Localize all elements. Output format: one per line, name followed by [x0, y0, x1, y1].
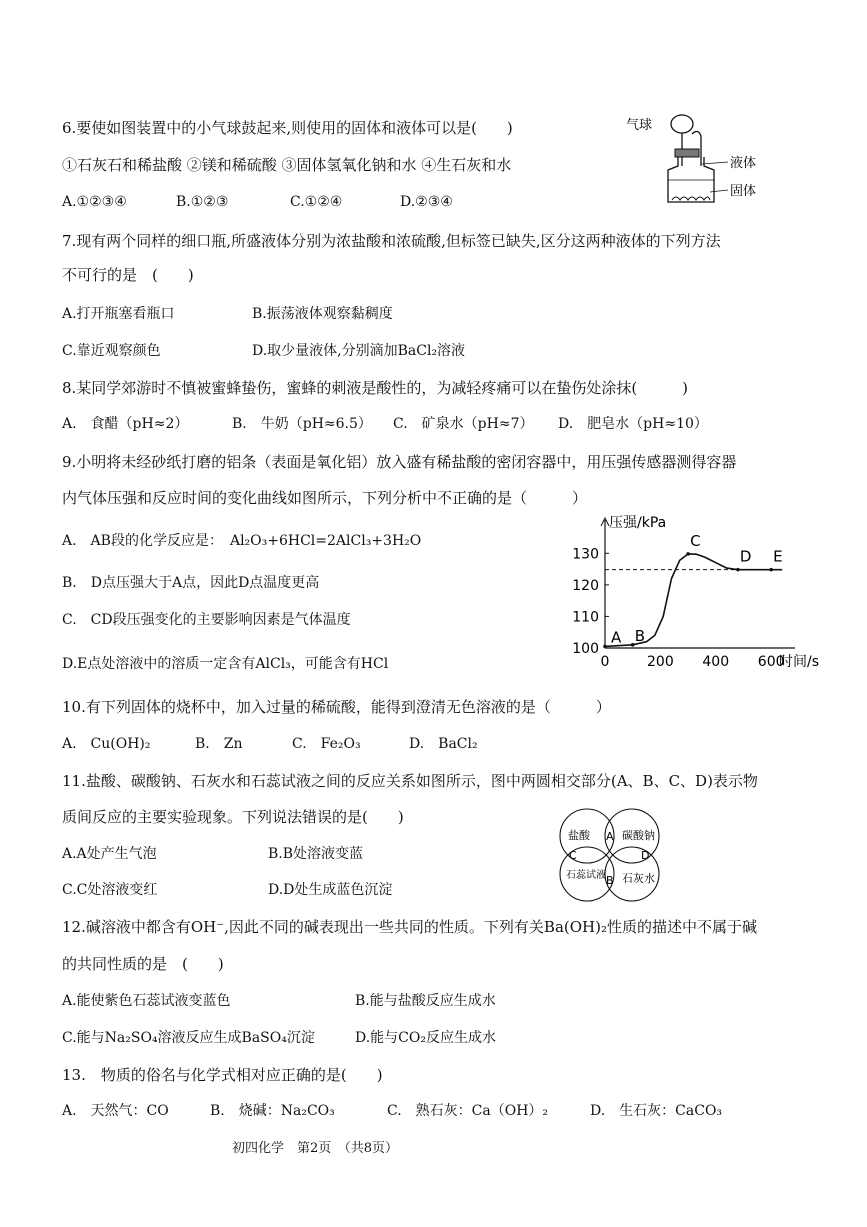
q8-option-c: C. 矿泉水（pH≈7） — [393, 416, 534, 432]
q7-option-b: B.振荡液体观察黏稠度 — [252, 306, 393, 322]
q9-option-b: B. D点压强大于A点，因此D点温度更高 — [62, 575, 320, 591]
point-label-d: D — [739, 547, 752, 566]
q10-option-d: D. BaCl₂ — [409, 736, 478, 752]
q11-stem-line2: 质间反应的主要实验现象。下列说法错误的是( ) — [62, 808, 404, 826]
label-litmus: 石蕊试液 — [566, 870, 606, 881]
balloon-apparatus-figure — [618, 104, 788, 208]
q6-stem: 6.要使如图装置中的小气球鼓起来,则使用的固体和液体可以是( ) — [62, 119, 513, 137]
region-b: B — [606, 874, 614, 887]
x-tick-label: 0 — [600, 654, 610, 670]
q9-option-d: D.E点处溶液中的溶质一定含有AlCl₃，可能含有HCl — [62, 656, 389, 672]
q11-option-d: D.D处生成蓝色沉淀 — [268, 882, 393, 898]
point-label-c: C — [690, 531, 701, 550]
region-a: A — [606, 830, 614, 843]
q13-option-b: B. 烧碱：Na₂CO₃ — [210, 1103, 335, 1119]
q6-option-b: B.①②③ — [176, 194, 229, 210]
balloon-icon — [671, 115, 693, 133]
stopper-icon — [675, 149, 699, 157]
q8-stem: 8.某同学郊游时不慎被蜜蜂蛰伤，蜜蜂的刺液是酸性的，为减轻疼痛可以在蛰伤处涂抹( ) — [62, 379, 689, 397]
q10-stem: 10.有下列固体的烧杯中，加入过量的稀硫酸，能得到澄清无色溶液的是（ ） — [62, 698, 611, 716]
pressure-curve — [605, 554, 782, 647]
q7-option-d: D.取少量液体,分别滴加BaCl₂溶液 — [252, 343, 466, 359]
y-tick-label: 130 — [572, 546, 599, 563]
y-tick-label: 100 — [572, 641, 599, 657]
q7-option-c: C.靠近观察颜色 — [62, 343, 161, 359]
q13-option-a: A. 天然气：CO — [62, 1103, 169, 1119]
q11-option-b: B.B处溶液变蓝 — [268, 846, 364, 862]
q7-option-a: A.打开瓶塞看瓶口 — [62, 306, 175, 322]
x-tick-label: 200 — [647, 654, 674, 670]
q7-stem-line2: 不可行的是 ( ) — [62, 266, 194, 284]
q8-option-b: B. 牛奶（pH≈6.5） — [232, 416, 372, 432]
point-label-b: B — [634, 626, 645, 645]
point-a — [603, 645, 607, 649]
q9-stem-line1: 9.小明将未经砂纸打磨的铝条（表面是氧化铝）放入盛有稀盐酸的密闭容器中，用压强传感器测得容器 — [62, 453, 737, 471]
q12-option-c: C.能与Na₂SO₄溶液反应生成BaSO₄沉淀 — [62, 1030, 315, 1046]
q10-option-a: A. Cu(OH)₂ — [62, 736, 151, 752]
q10-option-b: B. Zn — [195, 736, 243, 752]
q12-stem-line1: 12.碱溶液中都含有OH⁻,因此不同的碱表现出一些共同的性质。下列有关Ba(OH)₂性质的描述中不属于碱 — [62, 918, 757, 936]
region-c: C — [569, 849, 577, 862]
chart-axes — [601, 515, 819, 670]
point-label-a: A — [611, 628, 622, 647]
q6-option-d: D.②③④ — [400, 194, 453, 210]
q13-option-c: C. 熟石灰：Ca（OH）₂ — [387, 1103, 549, 1119]
q13-stem: 13. 物质的俗名与化学式相对应正确的是( ) — [62, 1066, 383, 1084]
x-tick-label: 400 — [702, 654, 730, 670]
balloon-label: 气球 — [626, 118, 653, 133]
label-limewater: 石灰水 — [622, 872, 655, 885]
q6-option-c: C.①②④ — [290, 194, 343, 210]
q9-option-c: C. CD段压强变化的主要影响因素是气体温度 — [62, 612, 351, 628]
q9-option-a: A. AB段的化学反应是： Al₂O₃+6HCl=2AlCl₃+3H₂O — [62, 533, 422, 549]
q7-stem-line1: 7.现有两个同样的细口瓶,所盛液体分别为浓盐酸和浓硫酸,但标签已缺失,区分这两种液体的下列方法 — [62, 232, 721, 250]
y-tick-label: 110 — [572, 609, 599, 626]
y-axis-label: 压强/kPa — [609, 515, 667, 531]
four-circle-diagram — [552, 806, 672, 906]
q12-option-a: A.能使紫色石蕊试液变蓝色 — [62, 993, 231, 1009]
pressure-time-chart — [560, 510, 820, 680]
liquid-label: 液体 — [730, 156, 757, 171]
q11-stem-line1: 11.盐酸、碳酸钠、石灰水和石蕊试液之间的反应关系如图所示，图中两圆相交部分(A、B、C、D)表示物 — [62, 772, 758, 790]
point-label-e: E — [773, 547, 783, 566]
solid-pile-icon — [672, 197, 710, 200]
chart-points — [603, 532, 782, 648]
q9-stem-line2: 内气体压强和反应时间的变化曲线如图所示，下列分析中不正确的是（ ） — [62, 489, 588, 507]
page-footer: 初四化学 第2页 （共8页） — [232, 1141, 399, 1156]
q6-options — [62, 192, 453, 212]
point-c — [686, 552, 690, 556]
chart-series — [605, 554, 782, 647]
q12-option-d: D.能与CO₂反应生成水 — [355, 1030, 496, 1046]
point-d — [736, 568, 740, 572]
solid-pointer — [710, 190, 728, 192]
solid-label: 固体 — [730, 184, 757, 199]
y-tick-label: 120 — [572, 577, 599, 594]
q6-items: ①石灰石和稀盐酸 ②镁和稀硫酸 ③固体氢氧化钠和水 ④生石灰和水 — [62, 156, 512, 174]
q12-option-b: B.能与盐酸反应生成水 — [355, 993, 496, 1009]
q8-option-a: A. 食醋（pH≈2） — [62, 416, 189, 432]
label-hydrochloric-acid: 盐酸 — [568, 829, 590, 842]
q10-option-c: C. Fe₂O₃ — [292, 736, 361, 752]
q11-option-a: A.A处产生气泡 — [62, 846, 157, 862]
q12-stem-line2: 的共同性质的是 ( ) — [62, 955, 224, 973]
point-e — [769, 568, 773, 572]
region-d: D — [641, 849, 650, 862]
q8-option-d: D. 肥皂水（pH≈10） — [558, 416, 708, 432]
x-axis-label: 时间/s — [779, 654, 820, 670]
x-tick-label: 600 — [757, 654, 785, 670]
liquid-pointer — [702, 162, 728, 164]
label-sodium-carbonate: 碳酸钠 — [622, 829, 655, 842]
q13-option-d: D. 生石灰：CaCO₃ — [590, 1103, 723, 1119]
q11-option-c: C.C处溶液变红 — [62, 882, 158, 898]
q6-option-a: A.①②③④ — [62, 194, 127, 210]
